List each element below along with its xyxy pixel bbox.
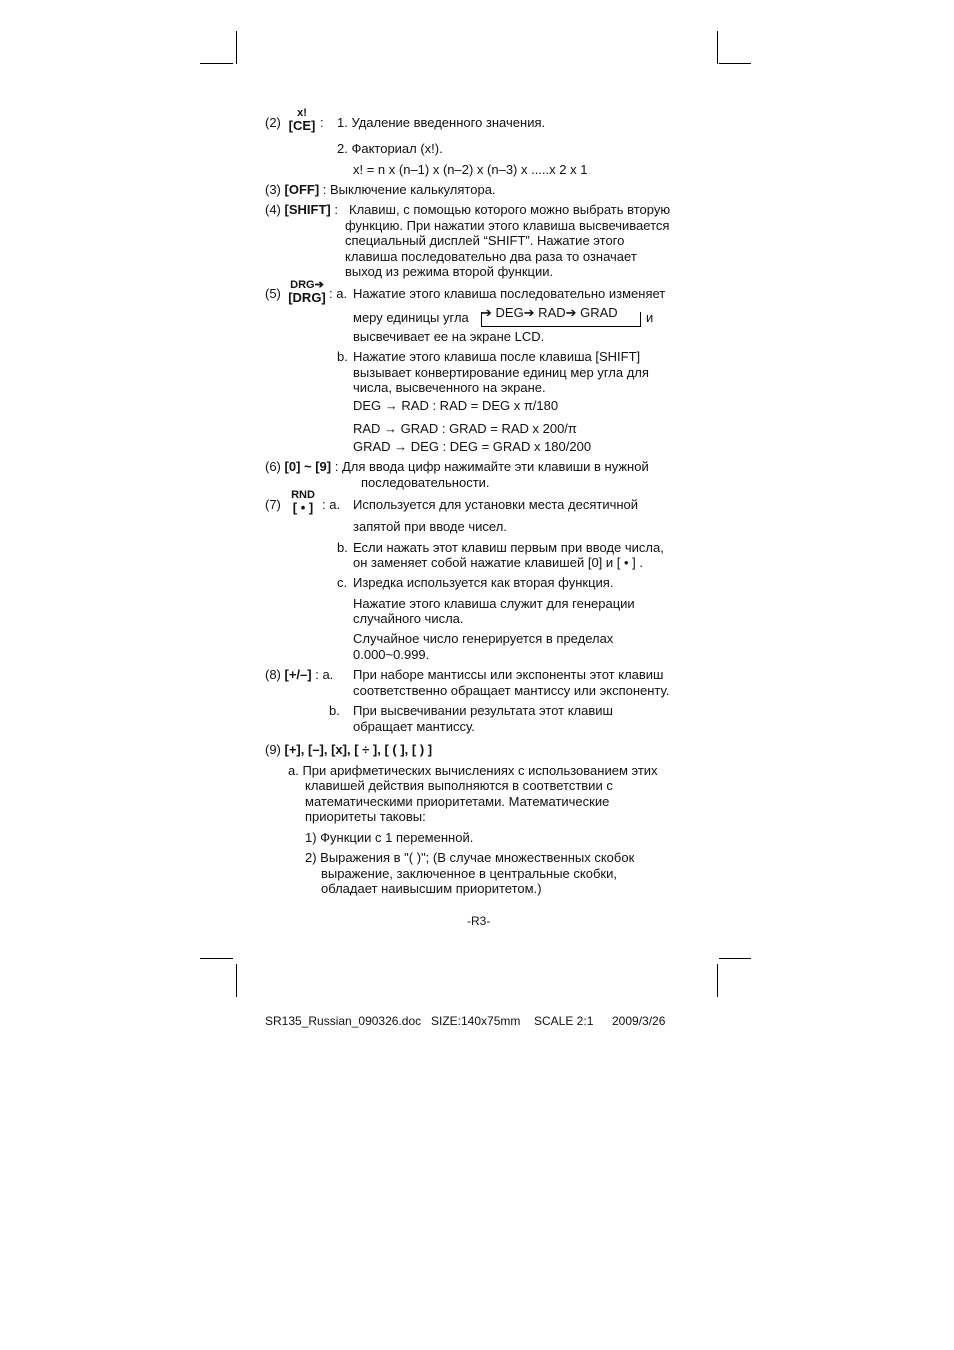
page-number: -R3- <box>467 914 491 928</box>
item-3-text: : Выключение калькулятора. <box>319 182 496 197</box>
item-5-a-line-2: меру единицы угла <box>353 310 469 325</box>
item-5-b-line-1: Нажатие этого клавиша после клавиша [SHIFT] <box>353 349 641 364</box>
item-7-a-line-2: запятой при вводе чисел. <box>353 519 507 534</box>
item-6-number: (6) <box>265 459 281 474</box>
item-4-line-3: специальный дисплей “SHIFT”. Нажатие этого <box>345 233 625 248</box>
item-8-a-line-2: соответственно обращает мантиссу или экспоненту. <box>353 683 670 698</box>
item-7-b-line-2: он заменяет собой нажатие клавишей [0] и [ • ] . <box>353 555 644 570</box>
key-off: [OFF] <box>284 182 320 197</box>
key-drg <box>285 280 329 305</box>
item-8-b-line-2: обращает мантиссу. <box>353 719 475 734</box>
footer-file-name: SR135_Russian_090326.doc <box>265 1014 422 1028</box>
priority-1: 1) Функции с 1 переменной. <box>305 830 474 845</box>
crop-mark-top-left-h <box>200 63 233 64</box>
item-7-c-line-1: Изредка используется как вторая функция. <box>353 575 614 590</box>
conversion-grad-deg: GRAD → DEG : DEG = GRAD x 180/200 <box>353 439 592 454</box>
item-9-number: (9) <box>265 742 281 757</box>
item-8-a-label: : a. <box>311 667 334 682</box>
crop-mark-bottom-left-v <box>236 964 237 997</box>
keys-arithmetic: [+], [–], [x], [ ÷ ], [ ( ], [ ) ] <box>284 742 433 757</box>
item-8-b-line-1: При высвечивании результата этот клавиш <box>353 703 613 718</box>
key-ce-label: [CE] <box>288 118 316 133</box>
priority-2-line-3: обладает наивысшим приоритетом.) <box>321 881 542 896</box>
item-6 <box>265 459 649 475</box>
crop-mark-top-right-h <box>719 63 751 64</box>
item-5-a-line-3: высвечивает ее на экране LCD. <box>353 329 545 344</box>
crop-mark-bottom-right-v <box>717 964 718 997</box>
item-7-number: (7) <box>265 497 281 512</box>
crop-mark-top-right-v <box>717 31 718 64</box>
item-4-line-4: клавиша последовательно два раза то означает <box>345 249 637 264</box>
item-7-c-line-2: Нажатие этого клавиша служит для генерации <box>353 596 635 611</box>
item-4-line-5: выход из режима второй функции. <box>345 264 554 279</box>
conversion-deg-rad: DEG → RAD : RAD = DEG x π/180 <box>353 398 559 413</box>
key-shift: [SHIFT] <box>284 202 331 217</box>
item-9-a-line-2: клавишей действия выполняются в соответствии с <box>305 778 613 793</box>
priority-2-line-1: 2) Выражения в "( )"; (В случае множественных скобок <box>305 850 635 865</box>
item-8-header <box>265 667 333 683</box>
item-7-c-line-3: случайного числа. <box>353 611 464 626</box>
item-5-number: (5) <box>265 286 281 301</box>
key-ce <box>285 108 319 133</box>
item-3-number: (3) <box>265 182 281 197</box>
item-7-c-label: c. <box>337 575 348 590</box>
item-4-colon: : <box>330 202 338 217</box>
key-drg-second-label: DRG➔ <box>290 279 324 291</box>
item-8-b-label: b. <box>329 703 340 718</box>
crop-mark-bottom-right-h <box>719 958 751 959</box>
item-5-a-line-1: Нажатие этого клавиша последовательно изменяет <box>353 286 666 301</box>
item-9-a-line-3: математическими приоритетами. Математические <box>305 794 610 809</box>
item-9-a-line-4: приоритеты таковы: <box>305 809 426 824</box>
key-drg-label: [DRG] <box>288 290 326 305</box>
item-2-colon: : <box>320 115 324 130</box>
item-5-b-line-2: вызывает конвертирование единиц мер угла для <box>353 365 649 380</box>
item-2-line-2: 2. Факториал (x!). <box>337 141 443 156</box>
key-rnd-label: RND <box>291 489 315 501</box>
keys-digits: [0] ~ [9] <box>284 459 332 474</box>
key-sign-change: [+/–] <box>284 667 312 682</box>
conversion-rad-grad: RAD → GRAD : GRAD = RAD x 200/π <box>353 421 577 436</box>
item-6-text: : Для ввода цифр нажимайте эти клавиши в нужной <box>331 459 649 474</box>
crop-mark-top-left-v <box>236 31 237 64</box>
item-7-b-label: b. <box>337 540 348 555</box>
item-8-number: (8) <box>265 667 281 682</box>
item-7-a-label: : a. <box>322 497 341 512</box>
item-4-line-2: функцию. При нажатии этого клавиша высвечивается <box>345 218 670 233</box>
key-decimal-point <box>285 490 321 515</box>
item-5-a-line-2-and: и <box>646 310 654 325</box>
item-4-line-1: Клавиш, с помощью которого можно выбрать вторую <box>349 202 671 217</box>
item-4-header <box>265 202 338 218</box>
item-2-line-1: 1. Удаление введенного значения. <box>337 115 546 130</box>
angle-cycle: ➔ DEG➔ RAD➔ GRAD <box>481 305 618 320</box>
priority-2-line-2: выражение, заключенное в центральные скобки, <box>321 866 617 881</box>
item-9-header <box>265 742 432 758</box>
crop-mark-bottom-left-h <box>200 958 233 959</box>
item-5-b-label: b. <box>337 349 348 364</box>
item-8-a-line-1: При наборе мантиссы или экспоненты этот клавиш <box>353 667 664 682</box>
item-4-number: (4) <box>265 202 281 217</box>
item-3 <box>265 182 496 198</box>
item-7-a-line-1: Используется для установки места десятичной <box>353 497 639 512</box>
key-point-label: [ • ] <box>292 500 314 515</box>
item-7-c-line-5: 0.000~0.999. <box>353 647 430 662</box>
item-9-a-line-1: a. При арифметических вычислениях с использованием этих <box>288 763 658 778</box>
footer-size: SIZE:140x75mm <box>431 1014 521 1028</box>
item-7-c-line-4: Случайное число генерируется в пределах <box>353 631 614 646</box>
footer-date: 2009/3/26 <box>612 1014 666 1028</box>
item-5-b-line-3: числа, высвеченного на экране. <box>353 380 546 395</box>
item-2-number: (2) <box>265 115 281 130</box>
item-6-line-2: последовательности. <box>361 475 490 490</box>
item-2-formula: x! = n x (n–1) x (n–2) x (n–3) x .....x 2 x 1 <box>353 162 588 177</box>
item-7-b-line-1: Если нажать этот клавиш первым при вводе числа, <box>353 540 664 555</box>
footer-scale: SCALE 2:1 <box>534 1014 594 1028</box>
key-ce-second-label: x! <box>297 107 307 119</box>
item-5-a-label: : a. <box>329 286 348 301</box>
